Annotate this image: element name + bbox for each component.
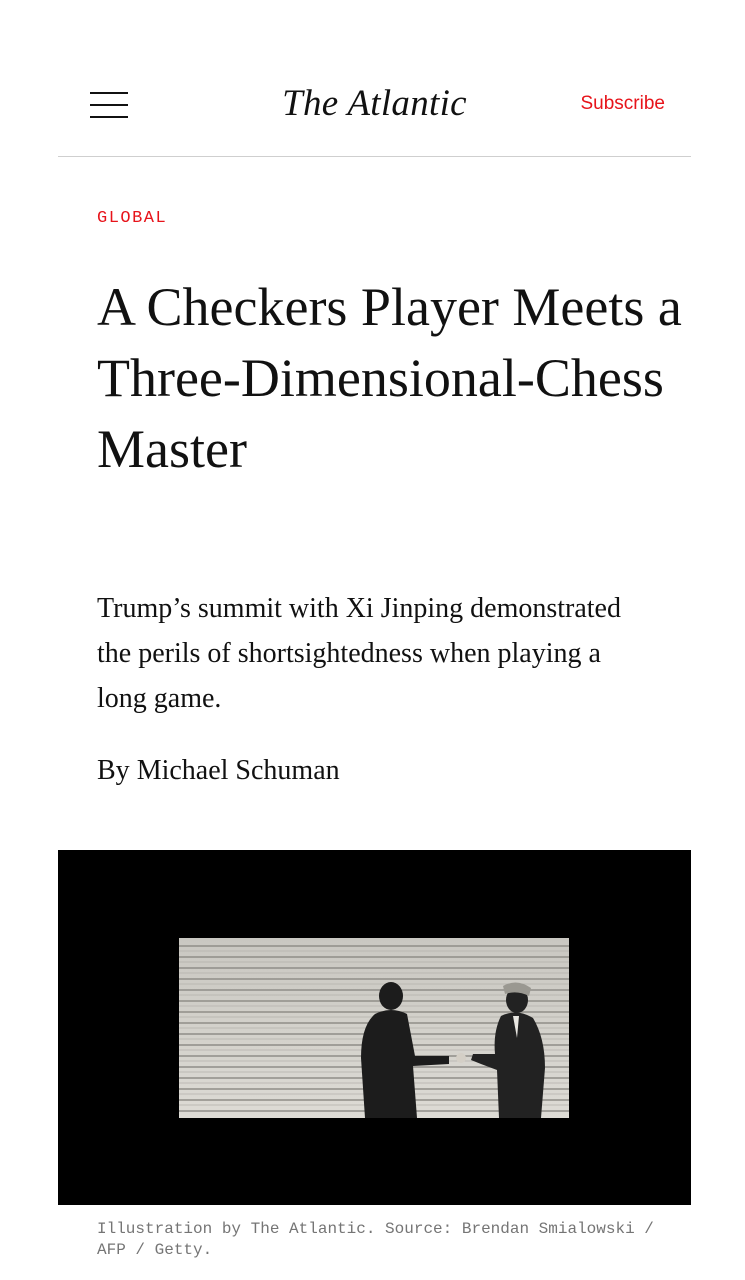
image-caption: Illustration by The Atlantic. Source: Brendan Smialowski / AFP / Getty. <box>97 1220 654 1259</box>
site-logo[interactable]: The Atlantic <box>282 83 467 124</box>
byline <box>97 753 340 789</box>
menu-line-top <box>90 92 128 94</box>
site-header <box>58 0 691 157</box>
article-dek: Trump’s summit with Xi Jinping demonstrated the perils of shortsightedness when playing a long game. <box>97 593 621 714</box>
byline-prefix: By <box>97 755 137 786</box>
section-label[interactable]: GLOBAL <box>97 209 168 228</box>
menu-line-bottom <box>90 116 128 118</box>
subscribe-link[interactable]: Subscribe <box>580 93 665 114</box>
lead-image-figure <box>58 850 691 1205</box>
author-link[interactable]: Michael Schuman <box>136 755 340 786</box>
article-headline: A Checkers Player Meets a Three-Dimensional-Chess Master <box>97 277 682 479</box>
hamburger-menu-icon[interactable] <box>90 92 128 118</box>
lead-image <box>179 938 569 1118</box>
menu-line-middle <box>90 104 128 106</box>
